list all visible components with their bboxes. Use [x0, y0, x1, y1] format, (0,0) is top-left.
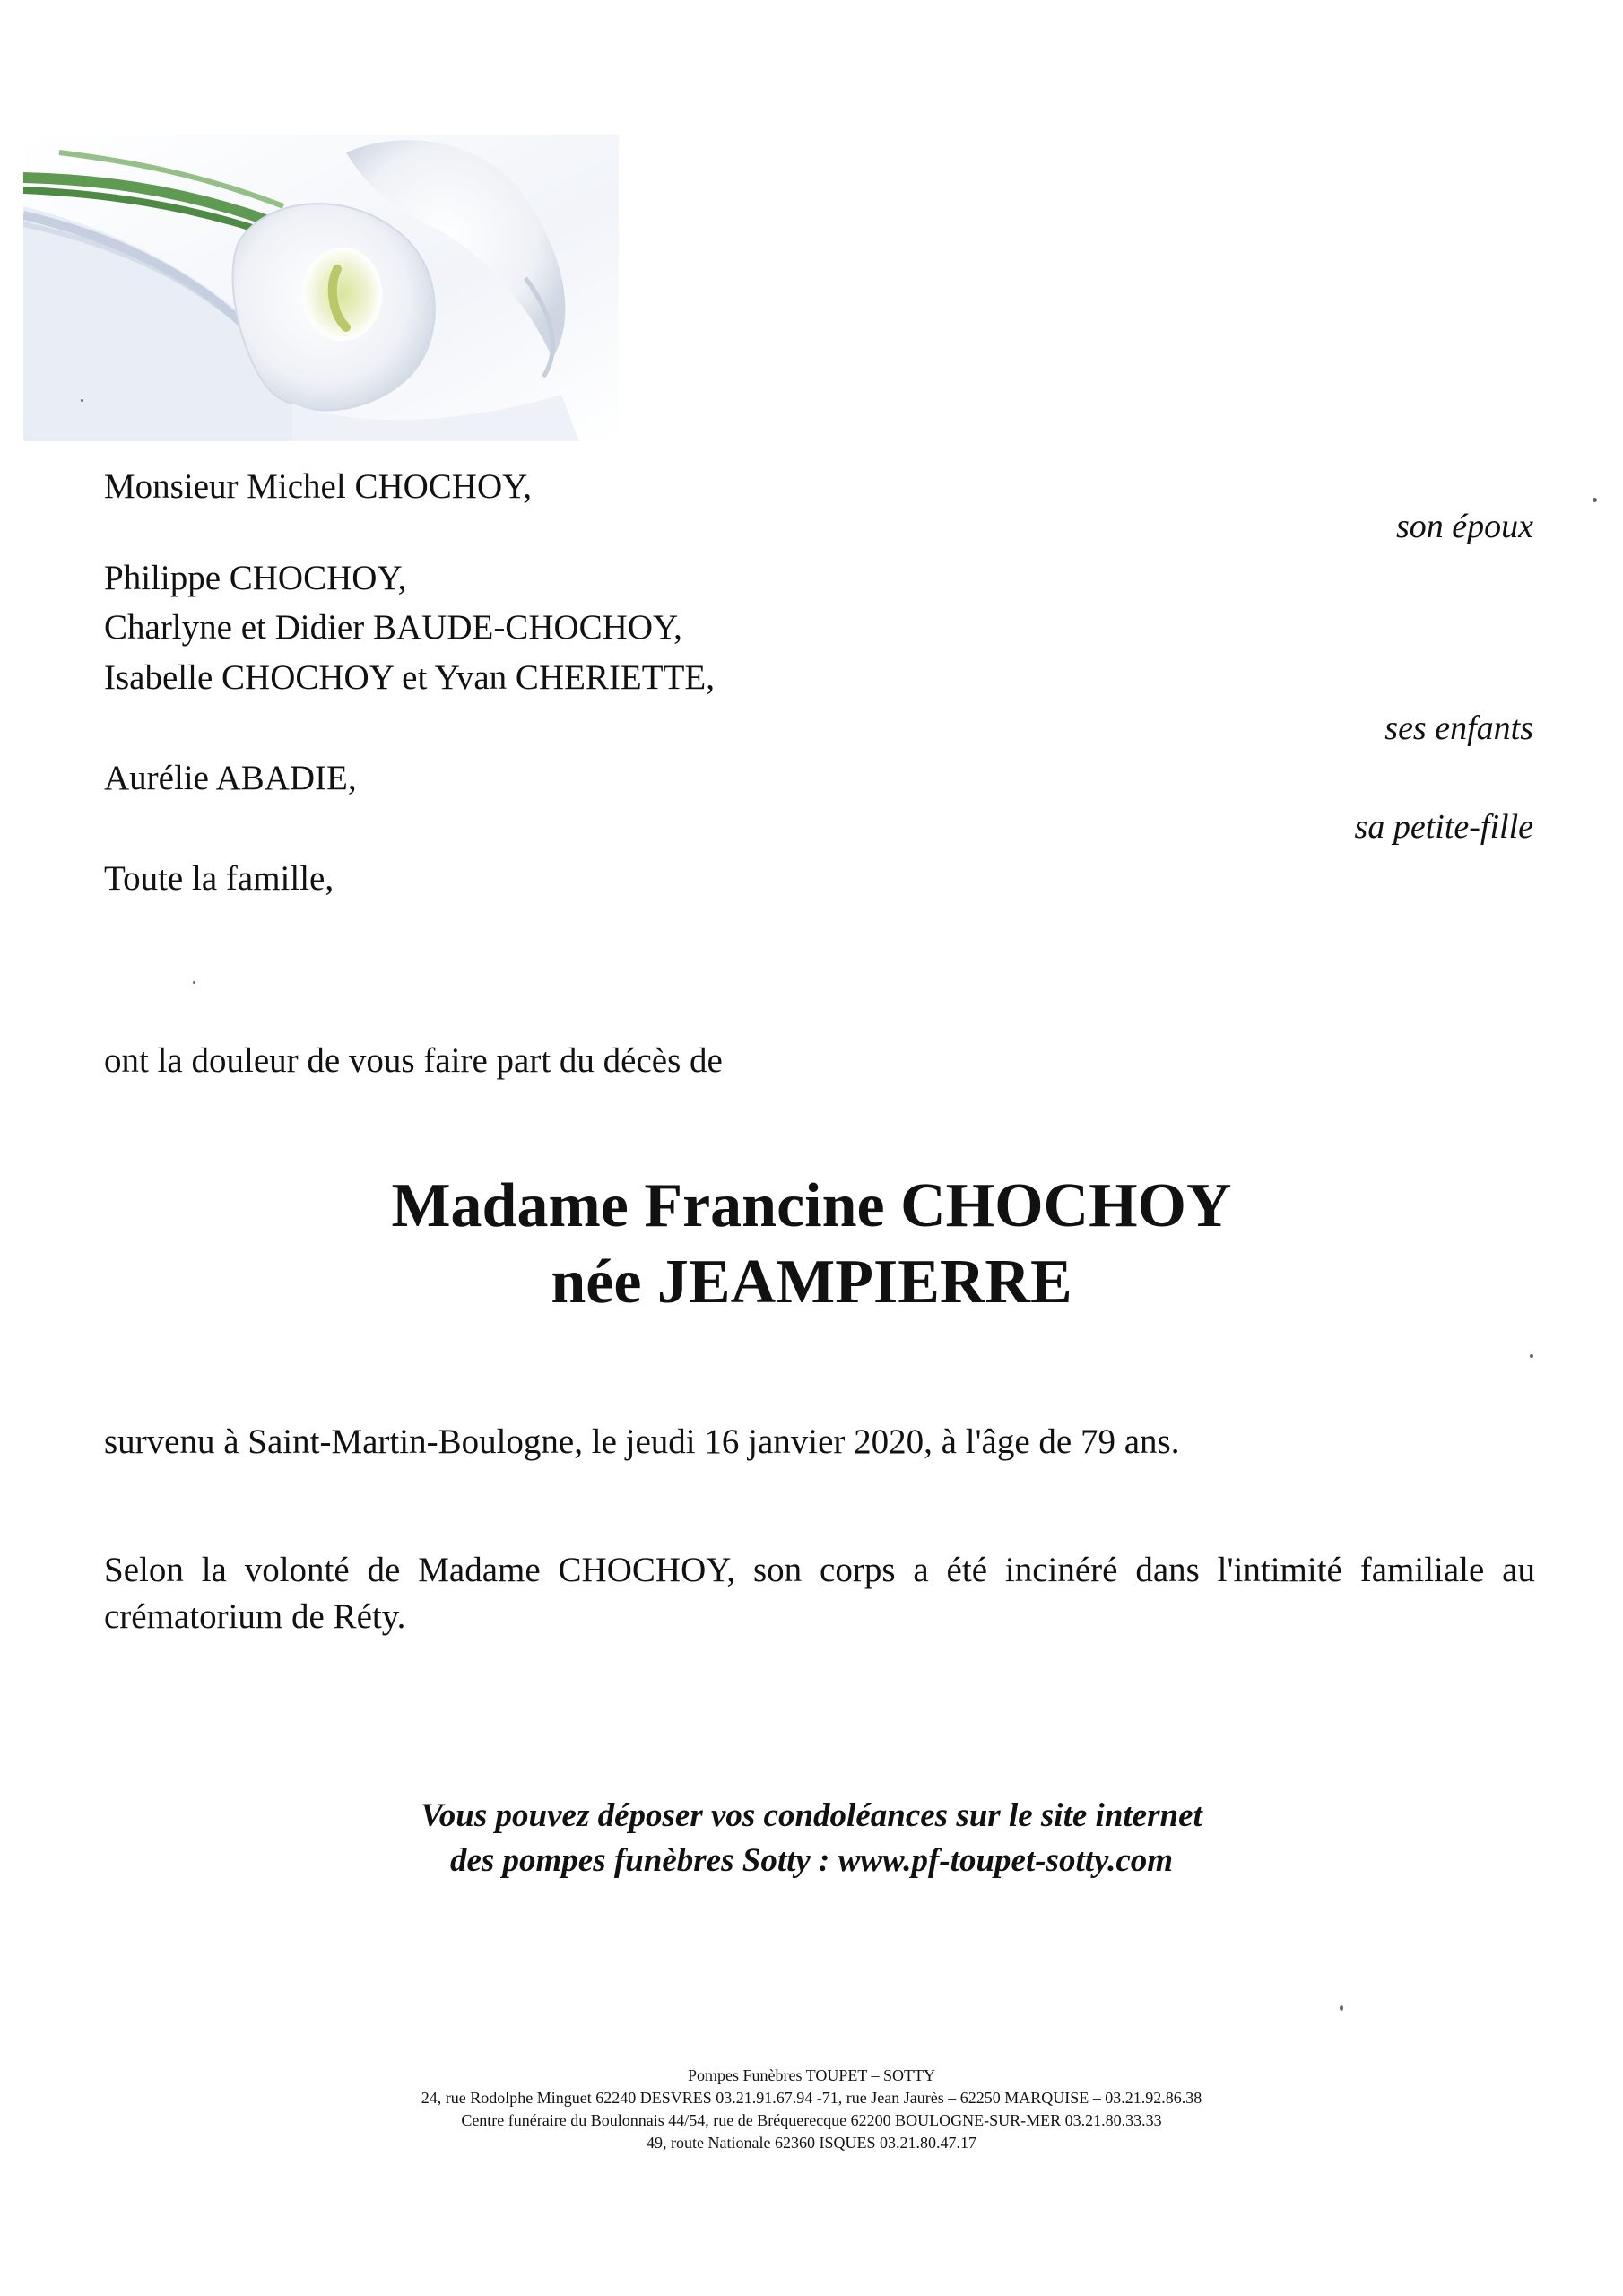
child-name: Isabelle CHOCHOY et Yvan CHERIETTE,: [104, 658, 715, 697]
footer-address-1: 24, rue Rodolphe Minguet 62240 DESVRES 03.21.91.67.94 -71, rue Jean Jaurès – 62250 MARQUISE – 03.21.92.86.38: [421, 2089, 1202, 2107]
children-role: ses enfants: [1384, 709, 1533, 747]
deceased-name: Madame Francine CHOCHOY: [391, 1171, 1232, 1240]
scan-speck: [81, 399, 83, 402]
scan-speck: [1340, 2005, 1343, 2011]
announcement-text: ont la douleur de vous faire part du décès de: [104, 1041, 723, 1080]
scan-speck: [193, 981, 195, 984]
calla-lily-image: [23, 135, 619, 441]
spouse-name: Monsieur Michel CHOCHOY,: [104, 467, 533, 506]
cremation-paragraph: Selon la volonté de Madame CHOCHOY, son corps a été incinéré dans l'intimité familiale au crématorium de Réty.: [104, 1551, 1535, 1636]
footer-address-2: Centre funéraire du Boulonnais 44/54, rue de Bréquerecque 62200 BOULOGNE-SUR-MER 03.21.80.33.33: [461, 2111, 1162, 2129]
death-details: survenu à Saint-Martin-Boulogne, le jeudi 16 janvier 2020, à l'âge de 79 ans.: [104, 1422, 1180, 1461]
footer-address-3: 49, route Nationale 62360 ISQUES 03.21.80.47.17: [647, 2134, 976, 2152]
condolences-line-2: des pompes funèbres Sotty : www.pf-toupet-sotty.com: [449, 1842, 1174, 1879]
scan-speck: [1593, 498, 1597, 502]
spouse-role: son époux: [1395, 508, 1533, 545]
all-family-line: Toute la famille,: [104, 859, 334, 898]
condolences-line-1: Vous pouvez déposer vos condoléances sur le site internet: [421, 1797, 1202, 1834]
scan-speck: [1530, 1354, 1533, 1358]
child-name: Philippe CHOCHOY,: [104, 559, 407, 597]
granddaughter-role: sa petite-fille: [1354, 808, 1533, 846]
child-name: Charlyne et Didier BAUDE-CHOCHOY,: [104, 608, 682, 647]
footer-company: Pompes Funèbres TOUPET – SOTTY: [687, 2066, 935, 2084]
deceased-birth-name: née JEAMPIERRE: [551, 1248, 1072, 1317]
granddaughter-name: Aurélie ABADIE,: [104, 759, 357, 797]
